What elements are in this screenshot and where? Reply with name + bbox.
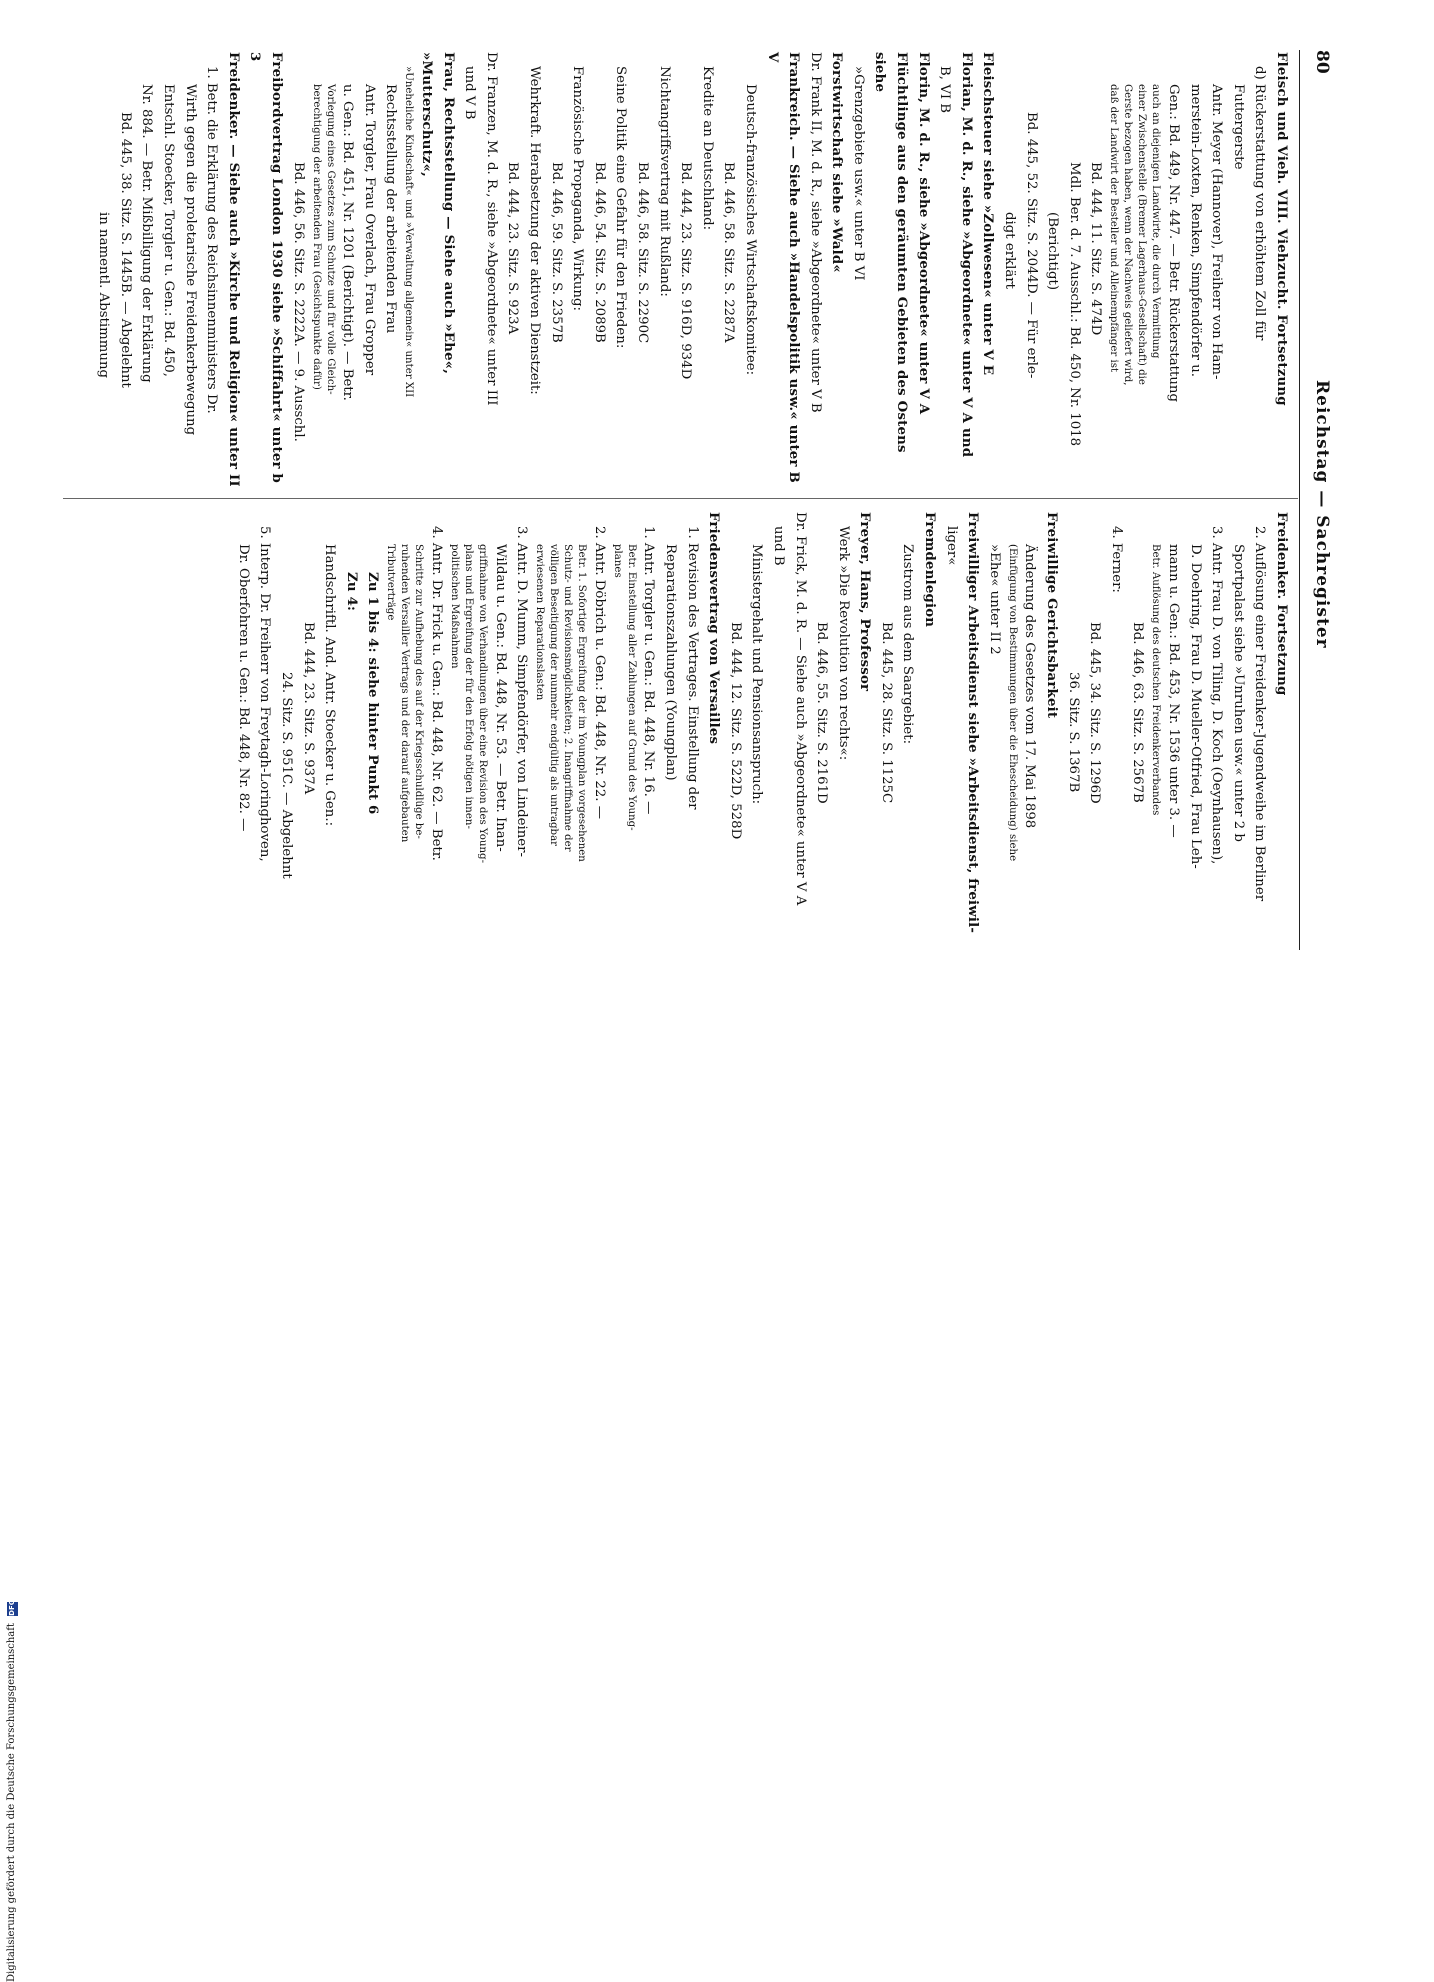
index-line: 4. Ferner: (1108, 526, 1124, 593)
index-heading: Zu 1 bis 4: siehe hinter Punkt 6 (365, 572, 381, 815)
index-heading: Friedensvertrag von Versailles (706, 512, 722, 745)
index-line: Bd. 446, 59. Sitz. S. 2357B (548, 162, 564, 343)
index-line: Handschriftl. And. Antr. Stoecker u. Gen.: (322, 544, 338, 827)
index-line: Reparationszahlungen (Youngplan) (662, 544, 678, 781)
index-line: Bd. 446, 55. Sitz. S. 2161D (814, 622, 830, 804)
index-line: und B (770, 526, 786, 566)
index-heading: Fremdenlegion (922, 512, 938, 628)
index-heading: Freidenker. — Siehe auch »Kirche und Religion« unter II (225, 52, 241, 487)
index-line: erwiesenen Reparationslasten (534, 544, 546, 701)
index-line: planes (611, 544, 623, 578)
index-line: Änderung des Gesetzes vom 17. Mai 1898 (1022, 544, 1038, 829)
index-line: Bd. 444, 23. Sitz. S. 923A (505, 162, 521, 335)
index-line: Futtergerste (1230, 84, 1246, 170)
left-column (93, 52, 1292, 488)
index-heading: Forstwirtschaft siehe »Wald« (829, 52, 845, 273)
index-line: Betr. Einstellung aller Zahlungen auf Grund des Young- (625, 544, 637, 831)
index-heading: Freyer, Hans, Professor (857, 512, 873, 692)
index-line: daß der Landwirt der Besteller und Alleinempfänger ist (1108, 84, 1120, 373)
index-line: Bd. 446, 58. Sitz. S. 2287A (721, 162, 737, 343)
index-line: Nichtangriffsvertrag mit Rußland: (656, 66, 672, 297)
index-line: 2. Auflösung einer Freidenker-Jugendweihe im Berliner (1252, 526, 1268, 902)
index-line: D. Doehring, Frau D. Mueller-Otfried, Frau Leh- (1187, 544, 1203, 869)
right-column (232, 512, 1292, 948)
index-line: Seine Politik eine Gefahr für den Frieden: (613, 66, 629, 349)
index-line: Bd. 446, 58. Sitz. S. 2290C (634, 162, 650, 344)
index-line: 4. Antr. Dr. Frick u. Gen.: Bd. 448, Nr. 62. — Betr. (429, 526, 444, 861)
index-line: 3. Antr. D. Mumm, Simpfendörfer, von Lindeiner- (514, 526, 530, 857)
index-line: Bd. 445, 52. Sitz. S. 2044D. — Für erle- (1023, 112, 1039, 379)
index-heading: Freibordvertrag London 1930 siehe »Schiffahrt« unter b 3 (247, 52, 285, 484)
page-header (1302, 50, 1332, 950)
index-line: (Berichtigt) (1045, 212, 1061, 291)
index-heading: Freidenker. Fortsetzung (1274, 512, 1289, 696)
index-line: »Ehe« unter II 2 (986, 544, 1002, 655)
index-line: Wirth gegen die proletarische Freidenkerbewegung (182, 84, 198, 436)
index-line: digt erklärt (1002, 212, 1018, 290)
index-line: Gen.: Bd. 449, Nr. 447. — Betr. Rückerstattung (1166, 84, 1182, 402)
index-heading: Florian, M. d. R., siehe »Abgeordnete« unter V A und (958, 52, 974, 458)
index-line: Bd. 446, 63. Sitz. S. 2567B (1130, 622, 1146, 803)
index-heading: Florin, M. d. R., siehe »Abgeordnete« unter V A (915, 52, 931, 415)
dfg-logo: DFG (8, 1599, 16, 1616)
index-line: Französische Propaganda, Wirkung: (570, 66, 586, 311)
index-line: Wildau u. Gen.: Bd. 448, Nr. 53. — Betr. Inan- (492, 544, 508, 852)
index-line: Vorlegung eines Gesetzes zum Schutze und für volle Gleich- (324, 84, 336, 395)
index-line: Sportpalast siehe »Unruhen usw.« unter 2 b (1230, 544, 1246, 842)
index-line: Wehrkraft. Herabsetzung der aktiven Dienstzeit: (527, 66, 542, 395)
index-line: 1. Antr. Torgler u. Gen.: Bd. 448, Nr. 16. — (641, 526, 657, 815)
index-line: 3. Antr. Frau D. von Tiling, D. Koch (Oeynhausen), (1209, 526, 1225, 865)
index-line: Entschl. Stoecker, Torgler u. Gen.: Bd. 450, (161, 84, 177, 377)
index-line: ruhenden Versailler Vertrags und der darauf aufgebauten (399, 544, 411, 843)
index-line: Antr. Torgler, Frau Overlach, Frau Gropper (361, 84, 377, 376)
index-line: 2. Antr. Döbrich u. Gen.: Bd. 448, Nr. 22. — (591, 526, 607, 820)
index-line: griffnahme von Verhandlungen über eine Revision des Young- (477, 544, 488, 864)
index-line: Bd. 444, 12. Sitz. S. 522D, 528D (727, 622, 743, 840)
index-line: Bd. 445, 34. Sitz. S. 1296D (1087, 622, 1103, 804)
index-heading: Freiwillige Gerichtsbarkeit (1044, 512, 1060, 719)
index-line: Tributverträge (385, 544, 397, 621)
index-heading: Frau, Rechtsstellung — Siehe auch »Ehe«, »Mutterschutz«, (419, 52, 456, 375)
index-line: Bd. 444, 11. Sitz. S. 474D (1088, 162, 1104, 336)
index-line: Rechtsstellung der arbeitenden Frau (383, 84, 399, 334)
index-line: in namentl. Abstimmung (96, 212, 112, 379)
index-line: Deutsch-französisches Wirtschaftskomitee: (742, 84, 758, 376)
index-line: Bd. 445, 28. Sitz. S. 1125C (878, 622, 894, 804)
index-line: B, VI B (937, 66, 953, 114)
index-line: Bd. 444, 23. Sitz. S. 916D, 934D (678, 162, 694, 380)
running-title: Reichstag — Sachregister (1312, 380, 1332, 649)
index-line: Kredite an Deutschland: (699, 66, 715, 231)
index-line: 1. Revision des Vertrages. Einstellung der (684, 526, 700, 810)
index-heading: Freiwilliger Arbeitsdienst siehe »Arbeitsdienst, freiwil- (965, 512, 981, 934)
index-line: 1. Betr. die Erklärung des Reichsinnenministers Dr. (204, 66, 220, 414)
index-line: »Grenzgebiete usw.« unter B VI (850, 66, 866, 281)
index-line: und V B (462, 66, 478, 120)
index-line: u. Gen.: Bd. 451, Nr. 1201 (Berichtigt). — Betr. (340, 84, 356, 401)
index-line: Bd. 444, 23. Sitz. S. 937A (300, 622, 316, 795)
index-line: Nr. 884. — Betr. Mißbilligung der Erklärung (139, 84, 155, 383)
index-heading: Zu 4: (343, 572, 359, 612)
index-line: völligen Beseitigung der nunmehr endgültig als untragbar (548, 544, 560, 847)
column-divider (63, 498, 1298, 499)
index-line: Dr. Frank II, M. d. R., siehe »Abgeordnete« unter V B (807, 52, 823, 413)
index-line: politischen Maßnahmen (449, 544, 460, 669)
index-line: Gerste bezogen haben, wenn der Nachweis geliefert wird, (1122, 84, 1134, 386)
index-line: mann u. Gen.: Bd. 453, Nr. 1536 unter 3. — (1166, 544, 1182, 838)
index-line: Bd. 446, 54. Sitz. S. 2089B (591, 162, 607, 343)
index-line: Antr. Meyer (Hannover), Freiherr von Ham- (1209, 84, 1225, 380)
index-line: (Einfügung von Bestimmungen über die Ehescheidung) siehe (1006, 544, 1018, 862)
index-line: d) Rückerstattung von erhöhtem Zoll für (1252, 66, 1268, 341)
index-heading: Frankreich. — Siehe auch »Handelspolitik usw.« unter B V (764, 52, 802, 483)
index-line: Bd. 445, 38. Sitz. S. 1445B. — Abgelehnt (117, 112, 133, 388)
index-line: plans und Ergreifung der für den Erfolg nötigen innen- (463, 544, 474, 829)
index-line: 24. Sitz. S. 951C. — Abgelehnt (279, 672, 295, 879)
index-line: berechtigung der arbeitenden Frau (Gesichtspunkte dafür) (310, 84, 322, 390)
digitization-credit (6, 982, 20, 1982)
index-line: merstein-Loxten, Renken, Simpfendörfer u. (1187, 84, 1203, 378)
header-rule (1299, 50, 1300, 950)
index-line: 36. Sitz. S. 1367B (1065, 672, 1081, 793)
credit-text: Digitalisierung gefördert durch die Deutsche Forschungsgemeinschaft (6, 1623, 17, 1982)
index-line: 5. Interp. Dr. Freiherr von Freytagh-Loringhoven, (257, 526, 273, 862)
index-line: Dr. Frick, M. d. R. — Siehe auch »Abgeordnete« unter V A (792, 512, 808, 906)
index-line: Ministergehalt und Pensionsanspruch: (749, 544, 765, 805)
page-number: 80 (1312, 50, 1332, 74)
index-heading: Fleischsteuer siehe »Zollwesen« unter V E (980, 52, 996, 376)
index-line: Schritte zur Aufhebung des auf der Kriegsschuldlüge be- (413, 544, 425, 839)
document-page (40, 0, 1340, 1000)
index-line: liger« (943, 526, 959, 566)
index-line: Betr. Auflösung des deutschen Freidenkerverbandes (1150, 544, 1162, 816)
index-heading: Flüchtlinge aus den geräumten Gebieten des Ostens siehe (872, 52, 910, 453)
index-line: Dr. Oberfohren u. Gen.: Bd. 448, Nr. 82. — (235, 544, 251, 832)
index-line: Betr. 1. Sofortige Ergreifung der im Youngplan vorgesehenen (576, 544, 588, 862)
index-line: Dr. Franzen, M. d. R., siehe »Abgeordnete« unter III (483, 52, 499, 406)
index-line: Zustrom aus dem Saargebiet: (900, 544, 916, 745)
index-line: auch an diejenigen Landwirte, die durch Vermittlung (1150, 84, 1162, 359)
index-line: Schutz- und Revisionsmöglichkeiten; 2. Inangriffnahme der (562, 544, 574, 852)
index-heading: Fleisch und Vieh. VIII. Viehzucht. Fortsetzung (1274, 52, 1289, 406)
index-line: »Uneheliche Kindschaft« und »Verwaltung allgemein« unter XII (403, 66, 415, 398)
index-line: Werk »Die Revolution von rechts«: (835, 526, 851, 761)
index-line: einer Zwischenstelle (Bremer Lagerhaus-Gesellschaft) die (1136, 84, 1148, 385)
index-line: Bd. 446, 56. Sitz. S. 2222A. — 9. Ausschl. (290, 162, 306, 442)
index-line: Mdl. Ber. d. 7. Ausschl.: Bd. 450, Nr. 1018 (1066, 162, 1082, 447)
